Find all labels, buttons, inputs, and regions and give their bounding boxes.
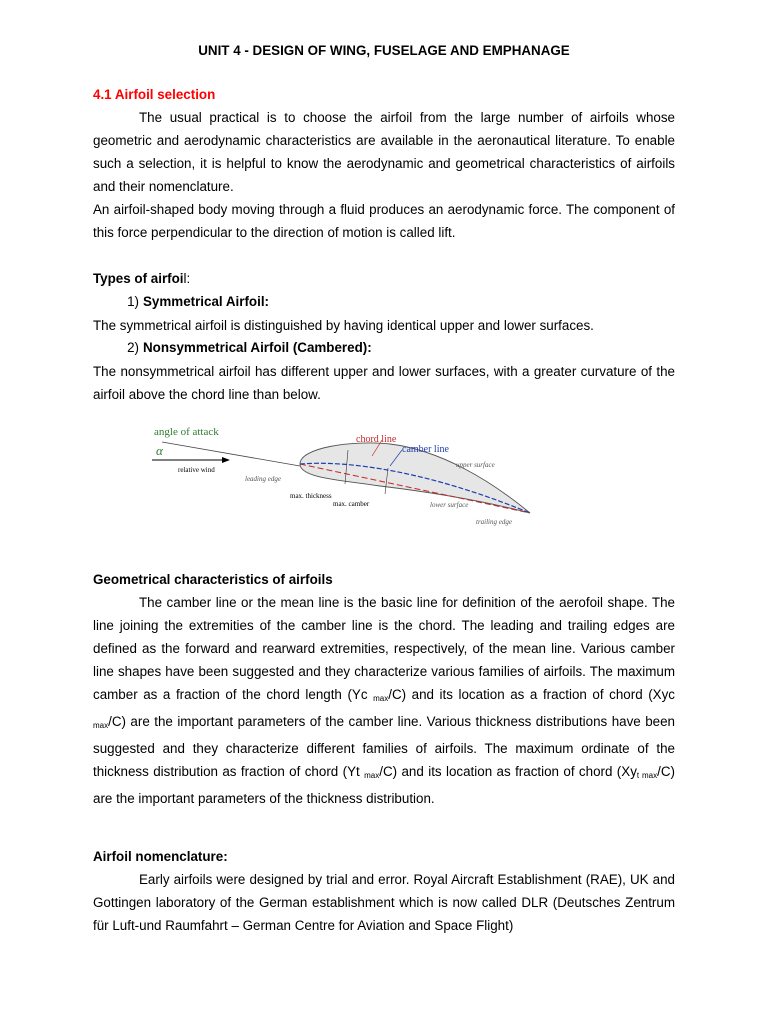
- list-number: 1): [127, 294, 139, 309]
- alpha-label: α: [156, 443, 163, 458]
- nomenclature-heading: Airfoil nomenclature:: [93, 849, 228, 864]
- upper-surface-label: upper surface: [456, 461, 495, 469]
- camber-line-label: camber line: [402, 444, 449, 455]
- geo-text-a: The camber line or the mean line is the basic line for definition of the aerofoil shape. The line joining the extremities of the camber line is the chord. The leading and trailing edges are defined as the forward and rearward extremities, respectively, of the mean line. Various camber line shapes have been suggested and they characterize various families of airfoils. The maximum camber as a fraction of the chord length (Yc: [93, 595, 675, 702]
- geometrical-paragraph: [93, 591, 675, 810]
- geo-sub-4: t max: [636, 771, 658, 780]
- chord-line-label: chord line: [356, 434, 397, 445]
- geometrical-heading: Geometrical characteristics of airfoils: [93, 572, 333, 587]
- leading-edge-label: leading edge: [245, 475, 281, 483]
- relative-wind-arrowhead: [222, 457, 230, 463]
- list-item-symmetrical: [93, 294, 269, 309]
- angle-of-attack-line: [162, 442, 300, 466]
- symmetrical-description: The symmetrical airfoil is distinguished by having identical upper and lower surfaces.: [93, 318, 594, 333]
- geo-text-b: /C) and its location as a fraction of chord (Xyc: [388, 687, 675, 702]
- intro-paragraph-2: [93, 198, 675, 244]
- lower-surface-label: lower surface: [430, 501, 469, 509]
- geo-sub-1: max: [373, 694, 389, 703]
- types-heading-tail: l:: [183, 271, 191, 286]
- geo-text-c: /C) are the important parameters of the camber line. Various thickness distributions have been suggested and they characterize different families of airfoils. The maximum ordinate of the thickness distribution as fraction of chord (Yt: [93, 714, 675, 779]
- types-heading: [93, 271, 190, 286]
- trailing-edge-label: trailing edge: [476, 518, 512, 526]
- geo-sub-2: max: [93, 721, 109, 730]
- intro-paragraph-2-text: An airfoil-shaped body moving through a fluid produces an aerodynamic force. The component of this force perpendicular to the direction of motion is called lift.: [93, 202, 675, 240]
- page-title: UNIT 4 - DESIGN OF WING, FUSELAGE AND EMPHANAGE: [198, 43, 570, 58]
- nomenclature-text: Early airfoils were designed by trial and error. Royal Aircraft Establishment (RAE), UK and Gottingen laboratory of the German establishment which is now called DLR (Deutsches Zentrum für Luft-und Raumfahrt – German Centre for Aviation and Space Flight): [93, 872, 675, 933]
- geo-text-e: /C) are the important parameters of the thickness distribution.: [93, 764, 675, 806]
- airfoil-diagram: [150, 420, 540, 535]
- nomenclature-paragraph: [93, 868, 675, 937]
- list-label: Symmetrical Airfoil:: [143, 294, 270, 309]
- angle-of-attack-label: angle of attack: [154, 426, 219, 438]
- types-heading-bold: Types of airfoi: [93, 271, 184, 286]
- list-label: Nonsymmetrical Airfoil (Cambered):: [143, 340, 372, 355]
- nonsymmetrical-description: The nonsymmetrical airfoil has different upper and lower surfaces, with a greater curvature of the airfoil above the chord line than below.: [93, 364, 675, 402]
- intro-paragraph-1: [93, 106, 675, 198]
- section-heading-airfoil-selection: 4.1 Airfoil selection: [93, 87, 216, 102]
- list-number: 2): [127, 340, 139, 355]
- intro-paragraph-1-text: The usual practical is to choose the airfoil from the large number of airfoils whose geometric and aerodynamic characteristics are available in the aeronautical literature. To enable such a selection, it is helpful to know the aerodynamic and geometrical characteristics of airfoils and their nomenclature.: [93, 110, 675, 194]
- geo-text-d: /C) and its location as fraction of chord (Xy: [379, 764, 637, 779]
- max-thickness-label: max. thickness: [290, 492, 332, 500]
- relative-wind-label: relative wind: [178, 466, 215, 474]
- max-camber-label: max. camber: [333, 500, 370, 508]
- list-item-nonsymmetrical: [93, 340, 372, 355]
- geo-sub-3: max: [364, 771, 380, 780]
